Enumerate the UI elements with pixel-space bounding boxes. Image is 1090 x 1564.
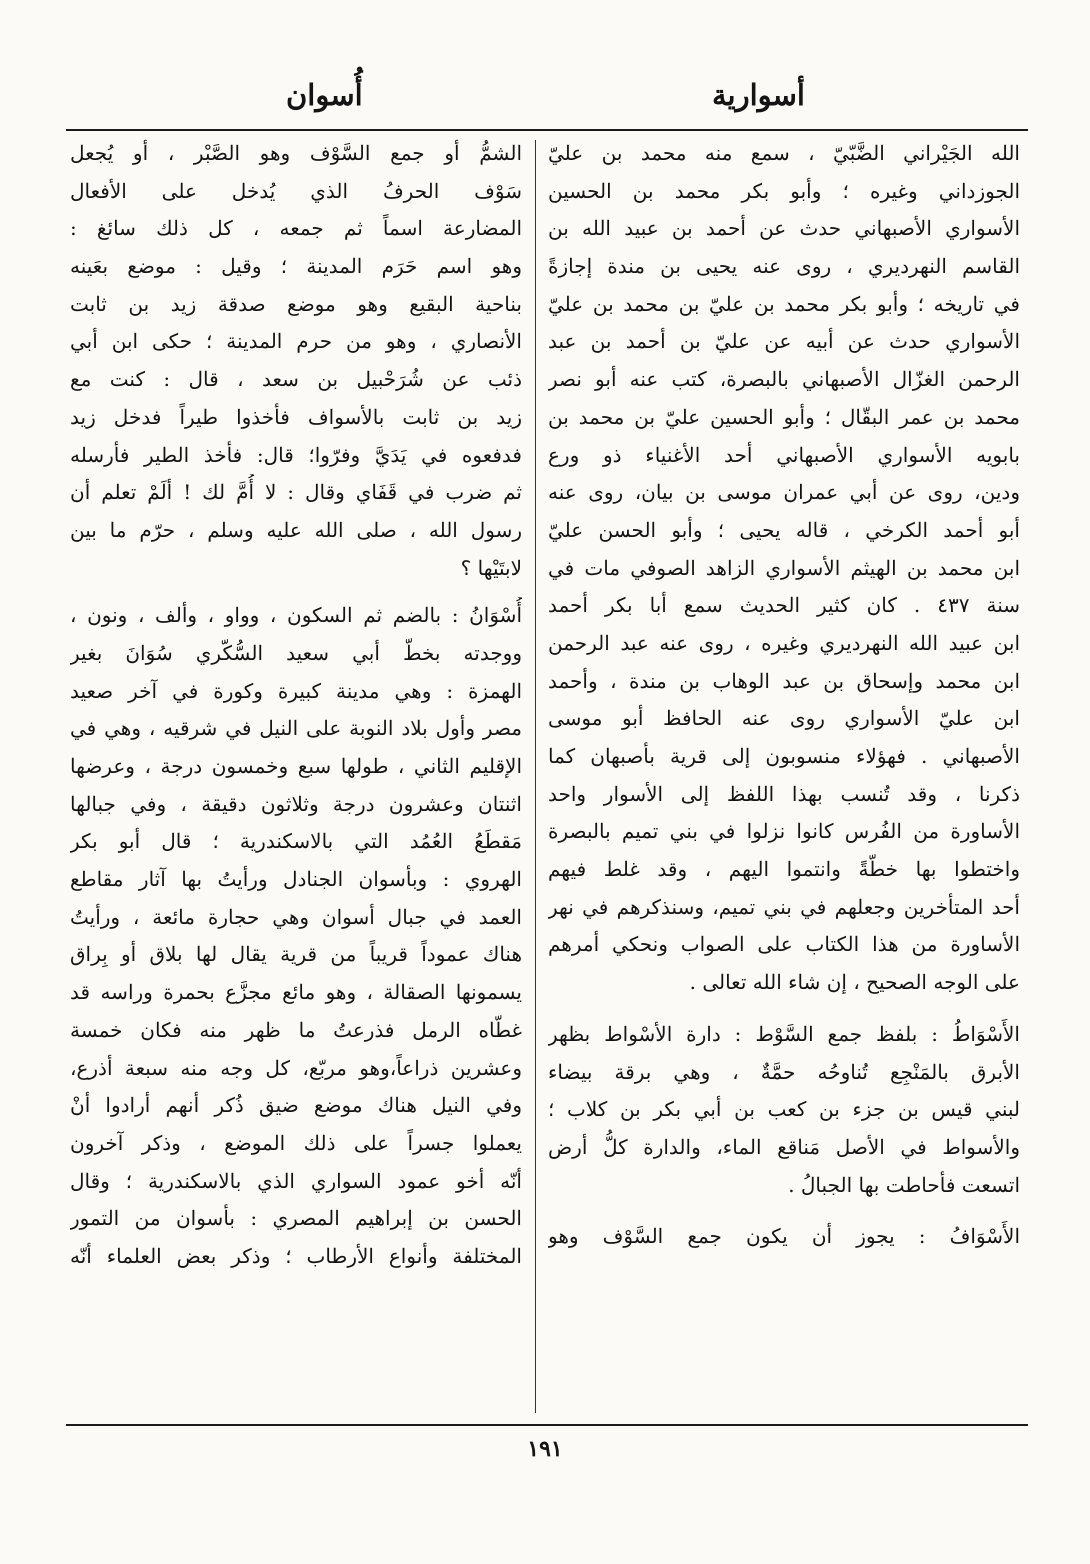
text-line: بابويه الأسواري الأصبهاني أحد الأغنياء ذو ورع [548,442,1020,467]
text-line: سنة ٤٣٧ . كان كثير الحديث سمع أبا بكر أحمد [548,593,1020,618]
text-line: مصر وأول بلاد النوبة على النيل في شرقيه ، وهي في [70,716,522,741]
text-line: محمد بن عمر البقّال ؛ وأبو الحسين عليّ بن محمد بن [548,404,1020,429]
text-line: زيد بن ثابت بالأسواف فأخذوا طيراً فدخل زيد [70,404,522,429]
text-line: لبني قيس بن جزء بن كعب بن أبي بكر بن كلاب ؛ [548,1097,1020,1122]
text-line: أبو أحمد الكرخي ، قاله يحيى ؛ وأبو الحسن عليّ [548,517,1020,542]
text-line: الشمُّ أو جمع السَّوْف وهو الصَّبْر ، أو يُجعل [70,141,522,165]
running-header-right: أسوارية [711,78,805,112]
text-line: الجوزداني وغيره ؛ وأبو بكر محمد بن الحسين [548,178,1020,203]
text-line: ابن محمد وإسحاق بن عبد الوهاب بن مندة ، وأحمد [548,668,1020,693]
text-line: القاسم النهرديري ، روى عنه يحيى بن مندة إجازةً [548,254,1020,279]
text-line: الحسن بن إبراهيم المصري : بأسوان من التمور [70,1206,522,1231]
text-line: الأساورة من الفُرس كانوا نزلوا في بني تميم بالبصرة [548,819,1020,844]
text-line: في تاريخه ؛ وأبو بكر محمد بن عليّ بن محمد بن عليّ [548,291,1020,316]
text-line: أنّه أخو عمود السواري الذي بالاسكندرية ؛ وقال [70,1168,522,1193]
text-line: الأساورة من هذا الكتاب على الصواب ونحكي أمرهم [548,932,1020,957]
text-line: الأنصاري ، وهو من حرم المدينة ؛ حكى ابن أبي [70,329,522,354]
text-line: ابن عبيد الله النهرديري وغيره ، روى عنه عبد الرحمن [548,630,1020,655]
text-line: وهو اسم حَرَم المدينة ؛ وقيل : موضع بعَينه [70,254,522,279]
running-header-left: أُسوان [286,78,363,112]
right-column [548,135,1020,1256]
text-line: الأسواري حدث عن أبيه عن عليّ بن أحمد بن عبد [548,329,1020,354]
text-line: الرحمن الغزّال الأصبهاني بالبصرة، كتب عنه أبو نصر [548,367,1020,392]
text-line: وفي النيل هناك موضع ضيق ذُكر أنهم أرادوا أنْ [70,1093,522,1118]
left-column [70,135,522,1276]
top-rule [66,129,1028,131]
entry-al-aswaf-continued [70,135,522,587]
column-divider [535,140,536,1413]
text-line: فدفعوه في يَدَيَّ وفرّوا؛ قال: فأخذ الطير فأرسله [70,442,522,467]
text-line: اتسعت فأحاطت بها الجبالُ . [788,1172,1020,1197]
entry-headword-line: الأَسْوَافُ : يجوز أن يكون جمع السَّوْف وهو [548,1224,1020,1249]
text-line: الإقليم الثاني ، طولها سبع وخمسون درجة ، وعرضها [70,754,522,778]
text-line: المختلفة وأنواع الأرطاب ؛ وذكر بعض العلماء أنّه [70,1243,522,1268]
entry-headword-line: أُسْوَانُ : بالضم ثم السكون ، وواو ، وألف ، ونون ، [70,603,522,628]
text-line: على الوجه الصحيح ، إن شاء الله تعالى . [689,970,1020,995]
entry-al-aswat [548,1016,1020,1204]
text-line: أحد المتأخرين وجعلهم في بني تميم، وسنذكرهم في نهر [548,894,1020,919]
text-line: وعشرين ذراعاً،وهو مربّع، كل وجه منه سبعة أذرع، [70,1055,522,1080]
entry-aswan [70,597,522,1275]
text-line: سَوْف الحرفُ الذي يُدخل على الأفعال [70,178,522,203]
text-line: رسول الله ، صلى الله عليه وسلم ، حرّم ما بين [70,517,522,542]
text-line: ابن محمد بن الهيثم الأسواري الزاهد الصوفي مات في [548,555,1020,580]
text-line: ثم ضرب في قَفَاي وقال : لا أُمَّ لك ! ألَمْ تعلم أن [70,480,522,505]
text-line: ووجدته بخطّ أبي سعيد السُّكّري سُوَانَ بغير [70,640,522,665]
text-line: ودين، روى عن أبي عمران موسى بن بيان، روى عنه [548,480,1020,505]
text-line: الهروي : وبأسوان الجنادل ورأيتُ بها آثار مقاطع [70,867,522,892]
text-line: يسمونها الصقالة ، وهو مائع مجزَّع بحمرة وراسه قد [70,980,522,1005]
text-line: الأسواري الأصبهاني حدث عن أحمد بن عبيد الله بن [548,216,1020,241]
text-line: الأبرق بالمَنْجِع تُناوحُه حمَّةٌ ، وهي برقة بيضاء [548,1059,1020,1084]
text-line: بناحية البقيع وهو موضع صدقة زيد بن ثابت [70,291,522,316]
text-line: اثنتان وعشرون درجة وثلاثون دقيقة ، وفي جبالها [70,791,522,816]
text-line: يعملوا جسراً على ذلك الموضع ، وذكر آخرون [70,1130,522,1155]
entry-al-aswaf [548,1218,1020,1256]
text-line: الهمزة : وهي مدينة كبيرة وكورة في آخر صعيد [70,678,522,703]
text-line: الله الجَيْراني الضَّبّيّ ، سمع منه محمد بن عليّ [548,141,1020,165]
page-number: ١٩١ [527,1436,563,1462]
bottom-rule [66,1424,1028,1426]
text-line: والأسواط في الأصل مَناقع الماء، والدارة كلُّ أرض [548,1134,1020,1159]
text-line: المضارعة اسماً ثم جمعه ، كل ذلك سائغ : [70,216,522,241]
text-line: غطّاه الرمل فذرعتُ ما ظهر منه فكان خمسة [70,1017,522,1042]
entry-asawira-continued [548,135,1020,1002]
text-line: ذكرنا ، وقد تُنسب بهذا اللفظ إلى الأسوار واحد [548,781,1020,806]
text-line: مَقطَعُ العُمُد التي بالاسكندرية ؛ قال أبو بكر [70,829,522,854]
text-line: العمد في جبال أسوان وهي حجارة مائعة ، ورأيتُ [70,904,522,929]
text-line: هناك عموداً قريباً من قرية يقال لها بلاق أو بِراق [70,942,522,967]
text-line: لابتَيْها ؟ [460,555,522,580]
text-line: ذئب عن شُرَحْبيل بن سعد ، قال : كنت مع [70,367,522,392]
text-line: الأصبهاني . فهؤلاء منسوبون إلى قرية بأصبهان كما [548,744,1020,768]
text-line: ابن عليّ الأسواري روى عنه الحافظ أبو موسى [548,706,1020,731]
entry-headword-line: الأَسْوَاطُ : بلفظ جمع السَّوْط : دارة الأسْواط بظهر [548,1021,1020,1046]
text-line: واختطوا بها خطّةً وانتموا اليهم ، وقد غلط فيهم [548,857,1020,882]
